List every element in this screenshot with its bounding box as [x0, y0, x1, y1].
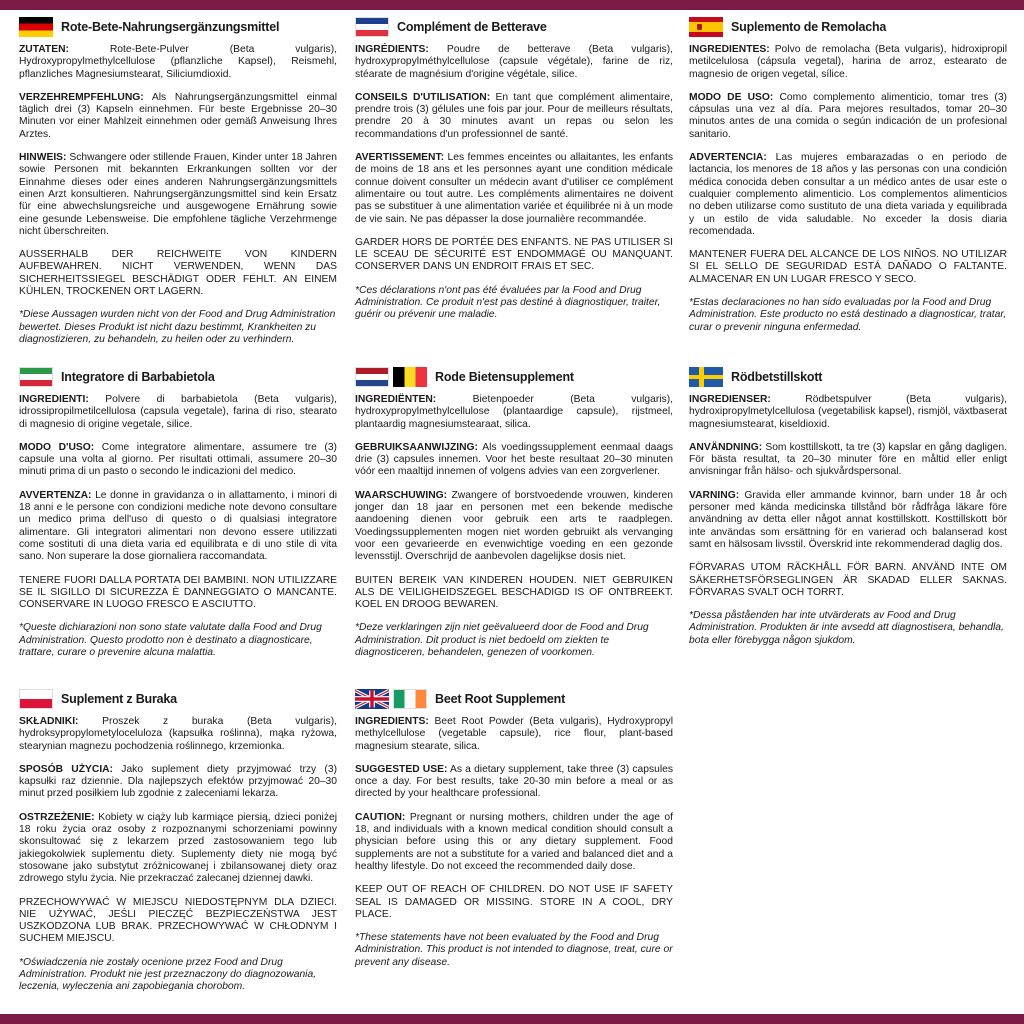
warning-paragraph	[355, 490, 673, 564]
poland-flag-icon	[19, 689, 53, 709]
section-header	[689, 366, 1007, 388]
section-polish	[19, 688, 337, 1005]
warning-paragraph	[355, 152, 673, 226]
warning-label: WAARSCHUWING:	[355, 489, 448, 501]
usage-text: En tant que complément alimentaire, prendre trois (3) gélules une fois par jour. Pour de meilleurs résultats, prendre 20 à 30 minutes avant un repas ou selon les recommandations d'un professionnel de santé.	[355, 91, 674, 140]
warning-label: OSTRZEŻENIE:	[19, 811, 95, 823]
warning-text: Schwangere oder stillende Frauen, Kinder unter 18 Jahren sowie Personen mit bekannten Erkrankungen sollten vor der Einnahme dieses oder eines anderen Nahrungsergänzungsmittels einen Arzt konsultieren. Nahrungsergänzungsmittel sind kein Ersatz für eine abwechslungsreiche und ausgewogene Ernährung sowie eine gesunde Lebensweise. Die empfohlene tägliche Verzehrmenge nicht überschreiten.	[19, 152, 337, 237]
section-header	[355, 16, 673, 38]
ingredients-paragraph	[355, 716, 673, 753]
usage-label: ANVÄNDNING:	[689, 441, 763, 453]
netherlands-flag-icon	[355, 367, 389, 387]
flag-group	[689, 367, 723, 387]
warning-label: AVERTISSEMENT:	[355, 152, 445, 164]
warning-label: CAUTION:	[355, 811, 406, 823]
warning-paragraph	[19, 152, 337, 238]
storage-paragraph: PRZECHOWYWAĆ W MIEJSCU NIEDOSTĘPNYM DLA DZIECI. NIE UŻYWAĆ, JEŚLI PIECZĘĆ BEZPIECZEŃSTWA JEST USZKODZONA LUB BRAK. PRZECHOWYWAĆ W CHŁODNYM I SUCHEM MIEJSCU.	[19, 896, 337, 945]
warning-label: ADVERTENCIA:	[689, 152, 767, 164]
usage-paragraph	[19, 442, 337, 479]
ingredients-label: INGREDIENTS:	[355, 716, 429, 727]
section-title: Rödbetstillskott	[731, 370, 823, 384]
usage-paragraph	[19, 92, 337, 141]
fda-disclaimer: *Estas declaraciones no han sido evaluadas por la Food and Drug Administration. Este producto no está destinado a diagnosticar, tratar, curar o prevenir ninguna enfermedad.	[689, 297, 1007, 333]
usage-paragraph	[355, 92, 673, 141]
top-border-bar	[0, 0, 1024, 10]
section-title: Integratore di Barbabietola	[61, 370, 215, 384]
section-dutch	[355, 366, 673, 670]
usage-label: MODO DE USO:	[689, 91, 774, 103]
section-header	[355, 366, 673, 388]
ingredients-text: Bietenpoeder (Beta vulgaris), hydroxypropylmethylcellulose (plantaardige capsule), rijstmeel, plantaardig magnesiumstearaat, silica.	[355, 394, 673, 430]
warning-text: Les femmes enceintes ou allaitantes, les enfants de moins de 18 ans et les personnes ayant une condition médicale connue doivent consulter un médecin avant d'utiliser ce complément alimentaire ou tout autre. Les compléments alimentaires ne doivent pas se substituer à une alimentation variée et équilibrée ni à un mode de vie sain. Ne pas dépasser la dose journalière recommandée.	[355, 152, 673, 225]
section-header	[355, 688, 673, 710]
storage-paragraph: TENERE FUORI DALLA PORTATA DEI BAMBINI. NON UTILIZZARE SE IL SIGILLO DI SICUREZZA È DANNEGGIATO O MANCANTE. CONSERVARE IN LUOGO FRESCO E ASCIUTTO.	[19, 574, 337, 611]
warning-paragraph	[689, 490, 1007, 551]
ingredients-text: Proszek z buraka (Beta vulgaris), hydroksypropylometyloceluloza (kapsułka roślinna), mąka ryżowa, stearynian magnezu pochodzenia roślinnego, krzemionka.	[19, 716, 337, 752]
bottom-border-bar	[0, 1014, 1024, 1024]
usage-label: VERZEHREMPFEHLUNG:	[19, 91, 144, 103]
usage-text: Als Nahrungsergänzungsmittel einmal täglich drei (3) Kapseln einnehmen. Für beste Ergebnisse 20–30 Minuten vor einer Mahlzeit einnehmen oder gemäß Anweisung Ihres Arztes.	[19, 91, 337, 140]
usage-paragraph	[355, 764, 673, 801]
warning-text: Kobiety w ciąży lub karmiące piersią, dzieci poniżej 18 roku życia oraz osoby z rozpoznanymi schorzeniami powinny skonsultować się z lekarzem przed zastosowaniem tego lub jakiegokolwiek suplementu diety. Suplementy diety nie mogą być stosowane jako substytut zróżnicowanej i zbilansowanej diety oraz zdrowego stylu życia. Nie przekraczać zalecanej dziennej dawki.	[19, 811, 337, 885]
ingredients-paragraph	[689, 44, 1007, 81]
section-title: Beet Root Supplement	[435, 692, 566, 706]
section-header	[19, 366, 337, 388]
section-header	[19, 688, 337, 710]
sweden-flag-icon	[689, 367, 723, 387]
warning-text: Las mujeres embarazadas o en periodo de lactancia, los menores de 18 años y las personas con una condición médica conocida deben consultar a un médico antes de usar este o cualquier complemento alimenticio. Los complementos alimenticios no deben utilizarse como sustituto de una dieta variada y equilibrada y un estilo de vida saludable. No exceder la dosis diaria recomendada.	[689, 152, 1007, 237]
warning-label: HINWEIS:	[19, 152, 67, 164]
warning-label: AVVERTENZA:	[19, 489, 92, 501]
section-title: Rode Bietensupplement	[435, 370, 574, 384]
warning-paragraph	[689, 152, 1007, 238]
flag-group	[355, 689, 427, 709]
ingredients-paragraph	[19, 44, 337, 81]
warning-text: Pregnant or nursing mothers, children under the age of 18, and individuals with a known medical condition should consult a physician before using this or any dietary supplement. Food supplements are not a substitute for a varied and balanced diet and a healthy lifestyle. Do not exceed the recommended daily dose.	[355, 811, 673, 872]
usage-label: MODO D'USO:	[19, 441, 95, 453]
ingredients-label: INGREDIËNTEN:	[355, 394, 437, 405]
usage-label: GEBRUIKSAANWIJZING:	[355, 441, 478, 453]
warning-text: Le donne in gravidanza o in allattamento, i minori di 18 anni e le persone con condizioni mediche note devono consultare un medico prima dell'uso di questo o di qualsiasi integratore alimentare. Gli integratori alimentari non devono essere utilizzati come sostituti di una dieta varia ed equilibrata e di uno stile di vita sano. Non superare la dose giornaliera raccomandata.	[19, 489, 337, 563]
usage-paragraph	[19, 764, 337, 801]
fda-disclaimer: *Oświadczenia nie zostały ocenione przez Food and Drug Administration. Produkt nie jest przeznaczony do diagnozowania, leczenia, wyleczenia ani zapobiegania chorobom.	[19, 956, 317, 993]
usage-label: CONSEILS D'UTILISATION:	[355, 91, 491, 103]
usage-text: Som kosttillskott, ta tre (3) kapslar en gång dagligen. För bästa resultat, ta 20–30 minuter före en måltid eller enligt anvisningar från hälso- och sjukvårdspersonal.	[689, 441, 1007, 478]
usage-paragraph	[689, 442, 1007, 479]
usage-text: As a dietary supplement, take three (3) capsules once a day. For best results, take 20-30 min before a meal or as directed by your healthcare professional.	[355, 763, 674, 800]
section-header	[19, 16, 337, 38]
warning-paragraph	[19, 812, 337, 886]
united-kingdom-flag-icon	[355, 689, 389, 709]
fda-disclaimer: *Diese Aussagen wurden nicht von der Food and Drug Administration bewertet. Dieses Produkt ist nicht dazu bestimmt, Krankheiten zu diagnostizieren, zu behandeln, zu heilen oder zu verhindern.	[19, 309, 336, 345]
fda-disclaimer: *Dessa påståenden har inte utvärderats av Food and Drug Administration. Produkten är inte avsedd att diagnostisera, behandla, bota eller förebygga någon sjukdom.	[689, 610, 1004, 646]
section-title: Suplement z Buraka	[61, 692, 177, 706]
ingredients-label: SKŁADNIKI:	[19, 716, 79, 727]
usage-label: SUGGESTED USE:	[355, 763, 448, 775]
ingredients-text: Beet Root Powder (Beta vulgaris), Hydroxypropyl methylcellulose (vegetable capsule), rice flour, plant-based magnesium stearate, silica.	[355, 716, 673, 752]
germany-flag-icon	[19, 17, 53, 37]
flag-group	[19, 367, 53, 387]
storage-paragraph: BUITEN BEREIK VAN KINDEREN HOUDEN. NIET GEBRUIKEN ALS DE VEILIGHEIDSZEGEL BESCHADIGD IS OF ONTBREEKT. KOEL EN DROOG BEWAREN.	[355, 574, 673, 611]
usage-paragraph	[689, 92, 1007, 141]
section-title: Rote-Bete-Nahrungsergänzungsmittel	[61, 20, 280, 34]
section-english	[355, 688, 673, 980]
ingredients-paragraph	[355, 44, 673, 81]
usage-paragraph	[355, 442, 673, 479]
ireland-flag-icon	[393, 689, 427, 709]
fda-disclaimer: *These statements have not been evaluated by the Food and Drug Administration. This product is not intended to diagnose, treat, cure or prevent any disease.	[355, 932, 673, 968]
warning-text: Gravida eller ammande kvinnor, barn under 18 år och personer med kända medicinska tillstånd bör rådfråga läkare före användning av detta eller något annat kosttillskott. Kosttillskott bör inte användas som ersättning för en varierad och balanserad kost samt en hälsosam livsstil. Överskrid inte rekommenderad daglig dos.	[689, 489, 1007, 550]
section-title: Complément de Betterave	[397, 20, 547, 34]
ingredients-text: Rödbetspulver (Beta vulgaris), hydroxipropylmetylcellulosa (vegetabilisk kapsel), rismjöl, växtbaserat magnesiumstearat, kiseldioxid.	[689, 394, 1007, 430]
flag-group	[355, 367, 427, 387]
section-swedish	[689, 366, 1007, 658]
belgium-flag-icon	[393, 367, 427, 387]
fda-disclaimer: *Queste dichiarazioni non sono state valutate dalla Food and Drug Administration. Questo prodotto non è destinato a diagnosticare, trattare, curare o prevenire alcuna malattia.	[19, 622, 322, 659]
usage-text: Jako suplement diety przyjmować trzy (3) kapsułki raz dziennie. Dla najlepszych efektów przyjmować 20–30 minut przed posiłkiem lub zgodnie z zaleceniami lekarza.	[19, 763, 337, 800]
section-french	[355, 16, 673, 333]
ingredients-text: Polvere di barbabietola (Beta vulgaris), idrossipropilmetilcellulosa (capsula vegetale), farina di riso, stearato di magnesio di origine vegetale, silice.	[19, 394, 337, 430]
warning-label: VARNING:	[689, 489, 740, 501]
flag-group	[689, 17, 723, 37]
section-spanish	[689, 16, 1007, 345]
usage-text: Como complemento alimenticio, tomar tres (3) cápsulas una vez al día. Para mejores resultados, tomar 20–30 minutos antes de una comida o según indicación de un profesional sanitario.	[689, 91, 1007, 140]
ingredients-paragraph	[19, 716, 337, 753]
ingredients-text: Polvo de remolacha (Beta vulgaris), hidroxipropil metilcelulosa (cápsula vegetal), harina de arroz, estearato de magnesio de origen vegetal, sílice.	[689, 44, 1007, 80]
storage-paragraph: FÖRVARAS UTOM RÄCKHÅLL FÖR BARN. ANVÄND INTE OM SÄKERHETSFÖRSEGLINGEN ÄR SKADAD ELLER SAKNAS. FÖRVARAS SVALT OCH TORRT.	[689, 562, 1007, 598]
storage-paragraph: KEEP OUT OF REACH OF CHILDREN. DO NOT USE IF SAFETY SEAL IS DAMAGED OR MISSING. STORE IN A COOL, DRY PLACE.	[355, 884, 673, 920]
section-title: Suplemento de Remolacha	[731, 20, 887, 34]
fda-disclaimer: *Ces déclarations n'ont pas été évaluées par la Food and Drug Administration. Ce produit n'est pas destiné à diagnostiquer, traiter, guérir ou prévenir une maladie.	[355, 284, 661, 321]
storage-paragraph: AUSSERHALB DER REICHWEITE VON KINDERN AUFBEWAHREN. NICHT VERWENDEN, WENN DAS SICHERHEITSSIEGEL BESCHÄDIGT ODER FEHLT. AN EINEM KÜHLEN, TROCKENEN ORT LAGERN.	[19, 249, 337, 298]
warning-paragraph	[355, 812, 673, 873]
fda-disclaimer: *Deze verklaringen zijn niet geëvalueerd door de Food and Drug Administration. Dit product is niet bedoeld om ziekten te diagnosticeren, behandelen, genezen of voorkomen.	[355, 622, 649, 659]
warning-text: Zwangere of borstvoedende vrouwen, kinderen jonger dan 18 jaar en personen met een bekende medische aandoening dienen voor gebruik een arts te raadplegen. Voedingssupplementen mogen niet worden gebruikt als vervanging voor een gevarieerde en evenwichtige voeding en een gezonde levensstijl. Overschrijd de aanbevolen dagelijkse dosis niet.	[355, 489, 673, 563]
warning-paragraph	[19, 490, 337, 564]
ingredients-label: INGREDIENTI:	[19, 394, 89, 405]
ingredients-paragraph	[355, 394, 673, 431]
ingredients-label: INGREDIENSER:	[689, 394, 771, 405]
ingredients-label: INGRÉDIENTS:	[355, 44, 429, 55]
ingredients-text: Rote-Bete-Pulver (Beta vulgaris), Hydroxypropylmethylcellulose (pflanzliche Kapsel), Reismehl, pflanzliches Magnesiumstearat, Siliciumdioxid.	[19, 44, 337, 80]
flag-group	[19, 689, 53, 709]
usage-text: Als voedingssupplement eenmaal daags drie (3) capsules innemen. Voor het beste resultaat 20–30 minuten vóór een maaltijd innemen of volgens advies van een zorgverlener.	[355, 441, 673, 478]
flag-group	[355, 17, 389, 37]
usage-text: Come integratore alimentare, assumere tre (3) capsule una volta al giorno. Per risultati ottimali, assumere 20–30 minuti prima di un pasto o secondo le indicazioni del medico.	[19, 441, 337, 478]
spain-flag-icon	[689, 17, 723, 37]
france-flag-icon	[355, 17, 389, 37]
ingredients-paragraph	[19, 394, 337, 431]
ingredients-text: Poudre de betterave (Beta vulgaris), hydroxypropylméthylcellulose (capsule végétale), farine de riz, stéarate de magnésium d'origine végétale, silice.	[355, 44, 673, 80]
section-header	[689, 16, 1007, 38]
usage-label: SPOSÓB UŻYCIA:	[19, 763, 114, 775]
ingredients-label: INGREDIENTES:	[689, 44, 770, 55]
storage-paragraph: GARDER HORS DE PORTÉE DES ENFANTS. NE PAS UTILISER SI LE SCEAU DE SÉCURITÉ EST ENDOMMAGÉ OU MANQUANT. CONSERVER DANS UN ENDROIT FRAIS ET SEC.	[355, 236, 673, 273]
storage-paragraph: MANTENER FUERA DEL ALCANCE DE LOS NIÑOS. NO UTILIZAR SI EL SELLO DE SEGURIDAD ESTÁ DAÑADO O FALTANTE. ALMACENAR EN UN LUGAR FRESCO Y SECO.	[689, 249, 1007, 285]
italy-flag-icon	[19, 367, 53, 387]
ingredients-paragraph	[689, 394, 1007, 431]
section-italian	[19, 366, 337, 670]
flag-group	[19, 17, 53, 37]
ingredients-label: ZUTATEN:	[19, 44, 69, 55]
section-german	[19, 16, 337, 357]
